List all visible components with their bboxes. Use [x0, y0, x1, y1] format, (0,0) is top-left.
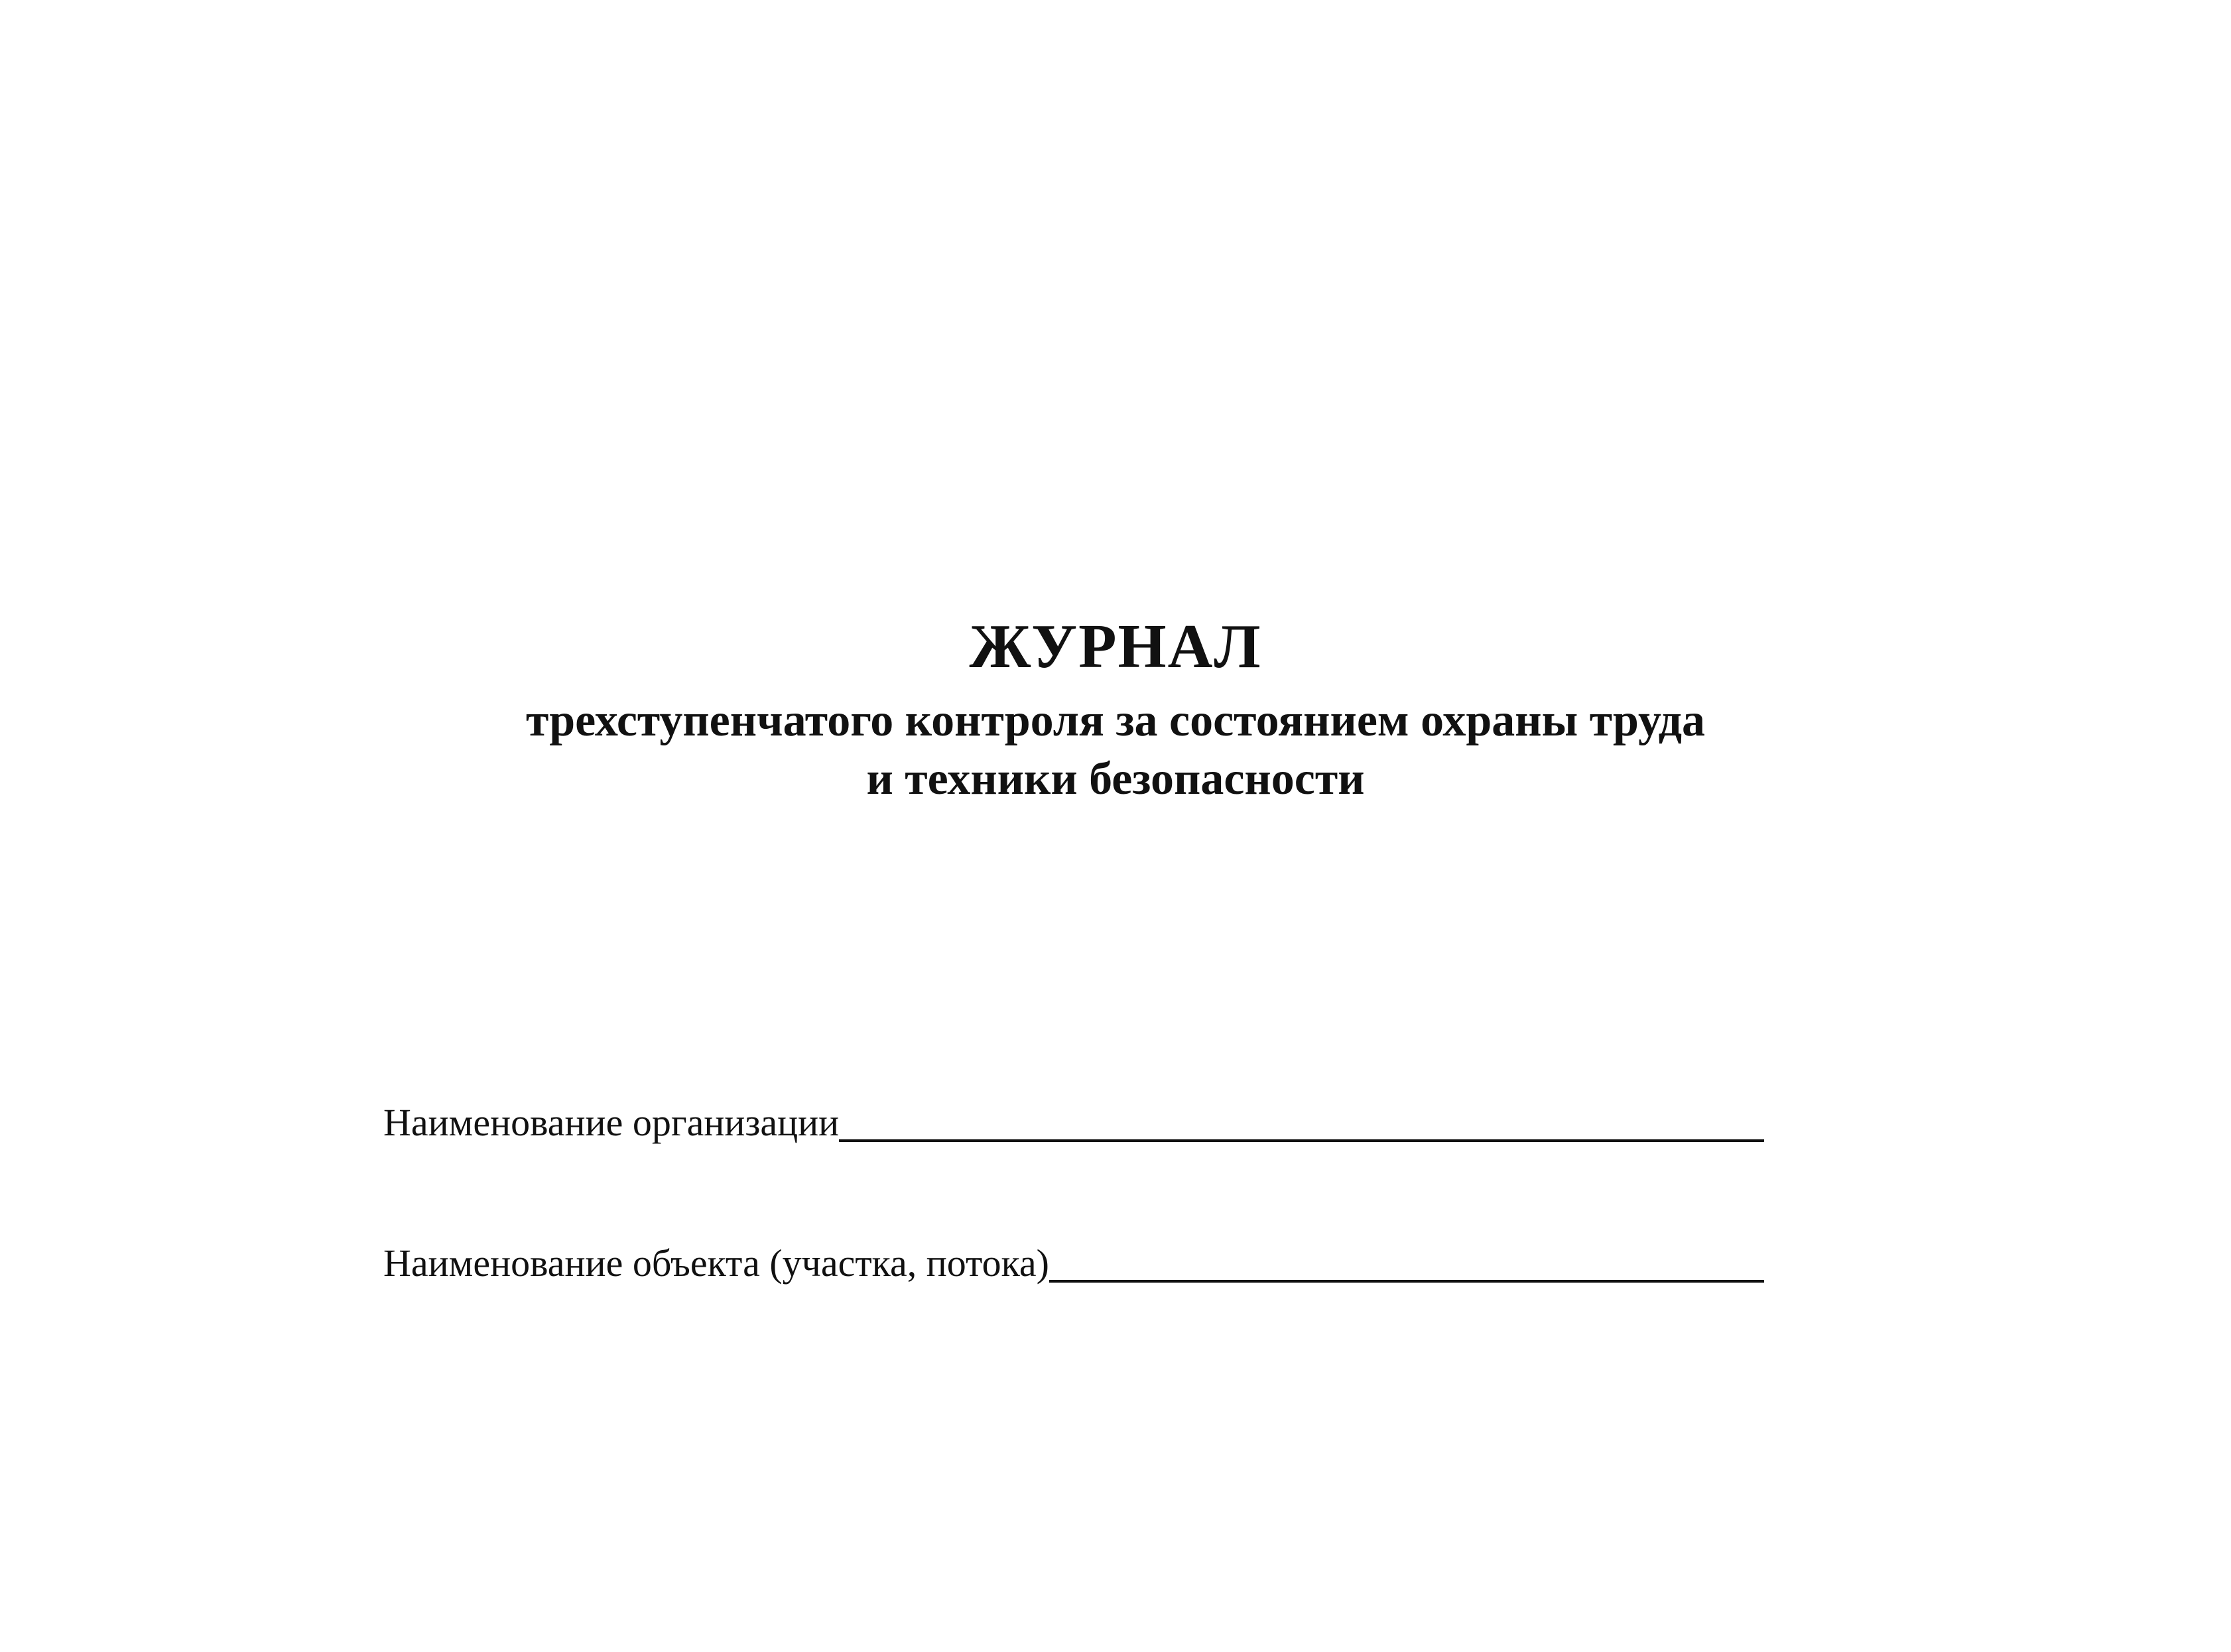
object-name-blank-line [1049, 1241, 1764, 1283]
organization-name-label: Наименование организации [383, 1101, 840, 1144]
object-name-label: Наименование объекта (участка, потока) [383, 1241, 1049, 1285]
organization-name-blank-line [839, 1101, 1764, 1142]
journal-title: ЖУРНАЛ [969, 612, 1262, 681]
organization-name-field [383, 1100, 1764, 1146]
journal-subtitle-line-2: и техники безопасности [866, 753, 1365, 804]
journal-subtitle-line-1: трехступенчатого контроля за состоянием охраны труда [526, 695, 1705, 746]
object-name-field [383, 1240, 1764, 1287]
title-block [0, 607, 2231, 808]
